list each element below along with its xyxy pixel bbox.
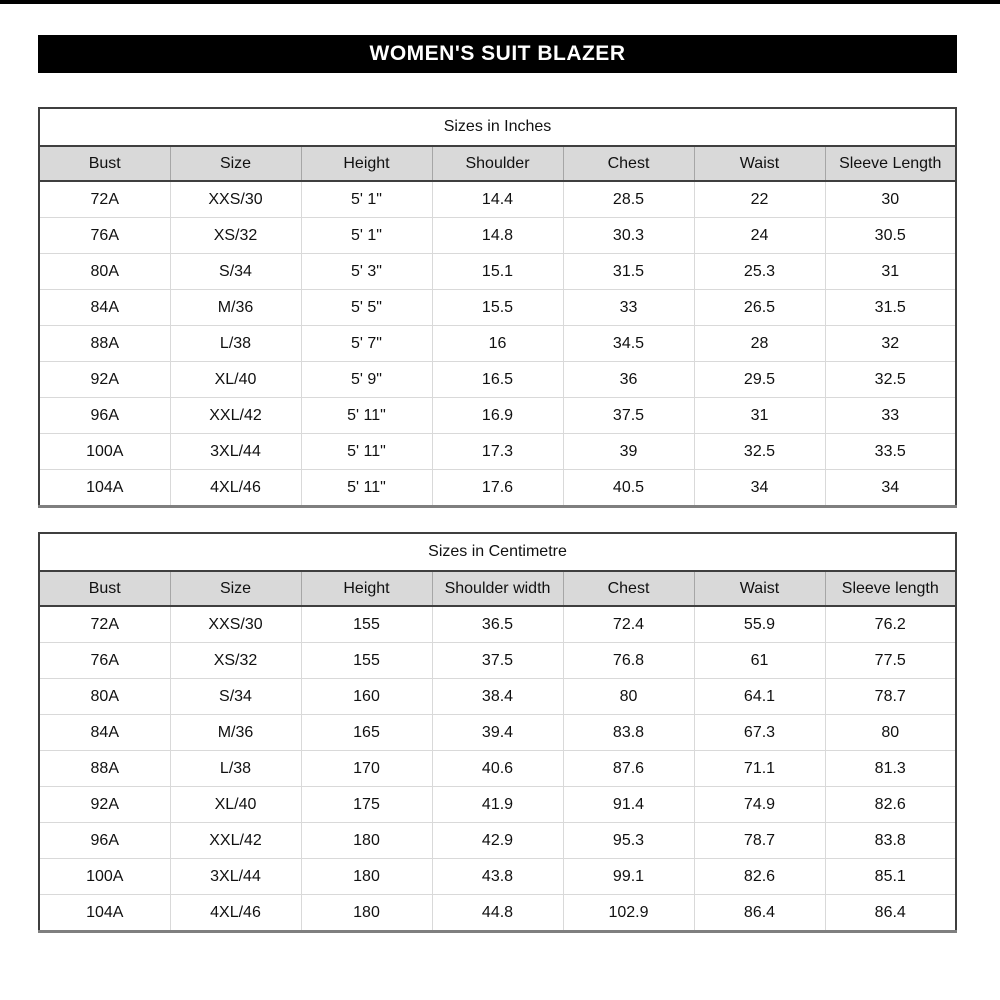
table-cell: 80A bbox=[39, 679, 170, 715]
table-cell: 86.4 bbox=[694, 895, 825, 932]
table-row bbox=[39, 715, 956, 751]
table-row bbox=[39, 181, 956, 218]
table-cell: 85.1 bbox=[825, 859, 956, 895]
table-cell: 5' 3" bbox=[301, 254, 432, 290]
table-cell: 30 bbox=[825, 181, 956, 218]
table-cell: 41.9 bbox=[432, 787, 563, 823]
table-cell: 78.7 bbox=[694, 823, 825, 859]
table-cell: XXL/42 bbox=[170, 398, 301, 434]
table-cell: L/38 bbox=[170, 751, 301, 787]
title-banner bbox=[38, 35, 957, 73]
table-cell: 14.4 bbox=[432, 181, 563, 218]
table-cell: 28.5 bbox=[563, 181, 694, 218]
table-cell: 5' 7" bbox=[301, 326, 432, 362]
table-cell: 16.9 bbox=[432, 398, 563, 434]
table-cell: 82.6 bbox=[694, 859, 825, 895]
table-cell: 5' 11" bbox=[301, 398, 432, 434]
column-header: Waist bbox=[694, 146, 825, 181]
column-header: Chest bbox=[563, 571, 694, 606]
table-cell: 92A bbox=[39, 787, 170, 823]
table-cell: 4XL/46 bbox=[170, 895, 301, 932]
table-cell: 88A bbox=[39, 326, 170, 362]
table-cell: 83.8 bbox=[563, 715, 694, 751]
table-cell: 5' 5" bbox=[301, 290, 432, 326]
table-cell: 17.6 bbox=[432, 470, 563, 507]
table-cell: 4XL/46 bbox=[170, 470, 301, 507]
table-cell: 104A bbox=[39, 895, 170, 932]
table-cell: 95.3 bbox=[563, 823, 694, 859]
table-cell: 40.5 bbox=[563, 470, 694, 507]
column-header: Chest bbox=[563, 146, 694, 181]
table-cell: 72.4 bbox=[563, 606, 694, 643]
table-caption-row bbox=[39, 533, 956, 571]
table-cell: 36.5 bbox=[432, 606, 563, 643]
table-cell: 165 bbox=[301, 715, 432, 751]
table-caption: Sizes in Centimetre bbox=[39, 533, 956, 571]
table-cell: 67.3 bbox=[694, 715, 825, 751]
table-cell: 76.8 bbox=[563, 643, 694, 679]
column-header: Shoulder width bbox=[432, 571, 563, 606]
table-cell: 86.4 bbox=[825, 895, 956, 932]
table-cell: 3XL/44 bbox=[170, 434, 301, 470]
table-cell: 17.3 bbox=[432, 434, 563, 470]
table-cell: 32 bbox=[825, 326, 956, 362]
table-cell: 160 bbox=[301, 679, 432, 715]
table-cell: 84A bbox=[39, 290, 170, 326]
table-cell: 34 bbox=[694, 470, 825, 507]
table-row bbox=[39, 434, 956, 470]
table-cell: 77.5 bbox=[825, 643, 956, 679]
table-cell: 84A bbox=[39, 715, 170, 751]
table-cell: 96A bbox=[39, 823, 170, 859]
table-cell: 72A bbox=[39, 181, 170, 218]
table-cell: 34 bbox=[825, 470, 956, 507]
table-cell: 102.9 bbox=[563, 895, 694, 932]
table-cell: XL/40 bbox=[170, 362, 301, 398]
top-edge-strip bbox=[0, 0, 1000, 4]
sizes-in-centimetre-table bbox=[38, 532, 957, 933]
table-row bbox=[39, 823, 956, 859]
table-cell: 15.1 bbox=[432, 254, 563, 290]
table-cell: 74.9 bbox=[694, 787, 825, 823]
table-row bbox=[39, 787, 956, 823]
table-row bbox=[39, 326, 956, 362]
table-cell: 81.3 bbox=[825, 751, 956, 787]
table-cell: 33 bbox=[825, 398, 956, 434]
table-cell: 71.1 bbox=[694, 751, 825, 787]
table-row bbox=[39, 679, 956, 715]
table-cell: 24 bbox=[694, 218, 825, 254]
table-cell: 15.5 bbox=[432, 290, 563, 326]
table-body bbox=[39, 606, 956, 932]
table-cell: 30.3 bbox=[563, 218, 694, 254]
table-row bbox=[39, 606, 956, 643]
table-cell: 14.8 bbox=[432, 218, 563, 254]
table-cell: 82.6 bbox=[825, 787, 956, 823]
table-cell: 5' 11" bbox=[301, 434, 432, 470]
table-cell: 78.7 bbox=[825, 679, 956, 715]
table-cell: XXS/30 bbox=[170, 181, 301, 218]
table-cell: 30.5 bbox=[825, 218, 956, 254]
table-cell: 25.3 bbox=[694, 254, 825, 290]
table-cell: 29.5 bbox=[694, 362, 825, 398]
table-cell: 155 bbox=[301, 643, 432, 679]
table-cell: 40.6 bbox=[432, 751, 563, 787]
table-row bbox=[39, 254, 956, 290]
table-cell: L/38 bbox=[170, 326, 301, 362]
table-cell: 37.5 bbox=[432, 643, 563, 679]
table-cell: 80 bbox=[563, 679, 694, 715]
table-row bbox=[39, 643, 956, 679]
table-cell: 31 bbox=[825, 254, 956, 290]
table-cell: 104A bbox=[39, 470, 170, 507]
table-cell: M/36 bbox=[170, 715, 301, 751]
table-row bbox=[39, 362, 956, 398]
table-cell: XS/32 bbox=[170, 218, 301, 254]
table-cell: 72A bbox=[39, 606, 170, 643]
table-cell: 31.5 bbox=[825, 290, 956, 326]
table-cell: 31 bbox=[694, 398, 825, 434]
table-cell: 44.8 bbox=[432, 895, 563, 932]
column-header: Sleeve Length bbox=[825, 146, 956, 181]
table-cell: 76A bbox=[39, 643, 170, 679]
table-cell: 26.5 bbox=[694, 290, 825, 326]
table-cell: 55.9 bbox=[694, 606, 825, 643]
table-header-row bbox=[39, 146, 956, 181]
table-cell: 92A bbox=[39, 362, 170, 398]
table-cell: 155 bbox=[301, 606, 432, 643]
column-header: Waist bbox=[694, 571, 825, 606]
table-cell: 32.5 bbox=[694, 434, 825, 470]
table-row bbox=[39, 218, 956, 254]
table-cell: 64.1 bbox=[694, 679, 825, 715]
table-cell: 91.4 bbox=[563, 787, 694, 823]
table-cell: 42.9 bbox=[432, 823, 563, 859]
table-cell: 100A bbox=[39, 859, 170, 895]
column-header: Bust bbox=[39, 146, 170, 181]
table-cell: 83.8 bbox=[825, 823, 956, 859]
table-cell: 61 bbox=[694, 643, 825, 679]
table-cell: 22 bbox=[694, 181, 825, 218]
table-row bbox=[39, 751, 956, 787]
table-cell: 32.5 bbox=[825, 362, 956, 398]
column-header: Height bbox=[301, 571, 432, 606]
table-cell: S/34 bbox=[170, 254, 301, 290]
table-cell: XL/40 bbox=[170, 787, 301, 823]
column-header: Height bbox=[301, 146, 432, 181]
table-caption: Sizes in Inches bbox=[39, 108, 956, 146]
sizes-in-inches-table bbox=[38, 107, 957, 508]
table-cell: 39 bbox=[563, 434, 694, 470]
table-row bbox=[39, 470, 956, 507]
table-cell: 87.6 bbox=[563, 751, 694, 787]
page-title: WOMEN'S SUIT BLAZER bbox=[369, 42, 626, 65]
table-cell: 80 bbox=[825, 715, 956, 751]
table-cell: 76A bbox=[39, 218, 170, 254]
table-cell: 5' 9" bbox=[301, 362, 432, 398]
column-header: Sleeve length bbox=[825, 571, 956, 606]
table-caption-row bbox=[39, 108, 956, 146]
table-cell: 170 bbox=[301, 751, 432, 787]
table-cell: 28 bbox=[694, 326, 825, 362]
table-row bbox=[39, 290, 956, 326]
table-cell: 180 bbox=[301, 895, 432, 932]
table-cell: 37.5 bbox=[563, 398, 694, 434]
table-cell: 175 bbox=[301, 787, 432, 823]
table-cell: 38.4 bbox=[432, 679, 563, 715]
table-row bbox=[39, 859, 956, 895]
table-header-row bbox=[39, 571, 956, 606]
table-row bbox=[39, 398, 956, 434]
table-cell: M/36 bbox=[170, 290, 301, 326]
table-cell: 5' 11" bbox=[301, 470, 432, 507]
table-cell: XXS/30 bbox=[170, 606, 301, 643]
table-cell: S/34 bbox=[170, 679, 301, 715]
table-cell: 180 bbox=[301, 859, 432, 895]
table-cell: 5' 1" bbox=[301, 218, 432, 254]
column-header: Shoulder bbox=[432, 146, 563, 181]
column-header: Bust bbox=[39, 571, 170, 606]
table-cell: 5' 1" bbox=[301, 181, 432, 218]
table-cell: 100A bbox=[39, 434, 170, 470]
table-cell: 180 bbox=[301, 823, 432, 859]
table-cell: 33.5 bbox=[825, 434, 956, 470]
table-body bbox=[39, 181, 956, 507]
table-cell: 76.2 bbox=[825, 606, 956, 643]
table-cell: 16.5 bbox=[432, 362, 563, 398]
table-cell: 43.8 bbox=[432, 859, 563, 895]
table-row bbox=[39, 895, 956, 932]
table-cell: 36 bbox=[563, 362, 694, 398]
table-cell: 99.1 bbox=[563, 859, 694, 895]
table-cell: 96A bbox=[39, 398, 170, 434]
table-cell: 31.5 bbox=[563, 254, 694, 290]
table-cell: XS/32 bbox=[170, 643, 301, 679]
table-cell: 33 bbox=[563, 290, 694, 326]
table-cell: XXL/42 bbox=[170, 823, 301, 859]
table-cell: 3XL/44 bbox=[170, 859, 301, 895]
table-cell: 34.5 bbox=[563, 326, 694, 362]
table-cell: 16 bbox=[432, 326, 563, 362]
table-cell: 80A bbox=[39, 254, 170, 290]
column-header: Size bbox=[170, 146, 301, 181]
table-cell: 88A bbox=[39, 751, 170, 787]
table-cell: 39.4 bbox=[432, 715, 563, 751]
column-header: Size bbox=[170, 571, 301, 606]
